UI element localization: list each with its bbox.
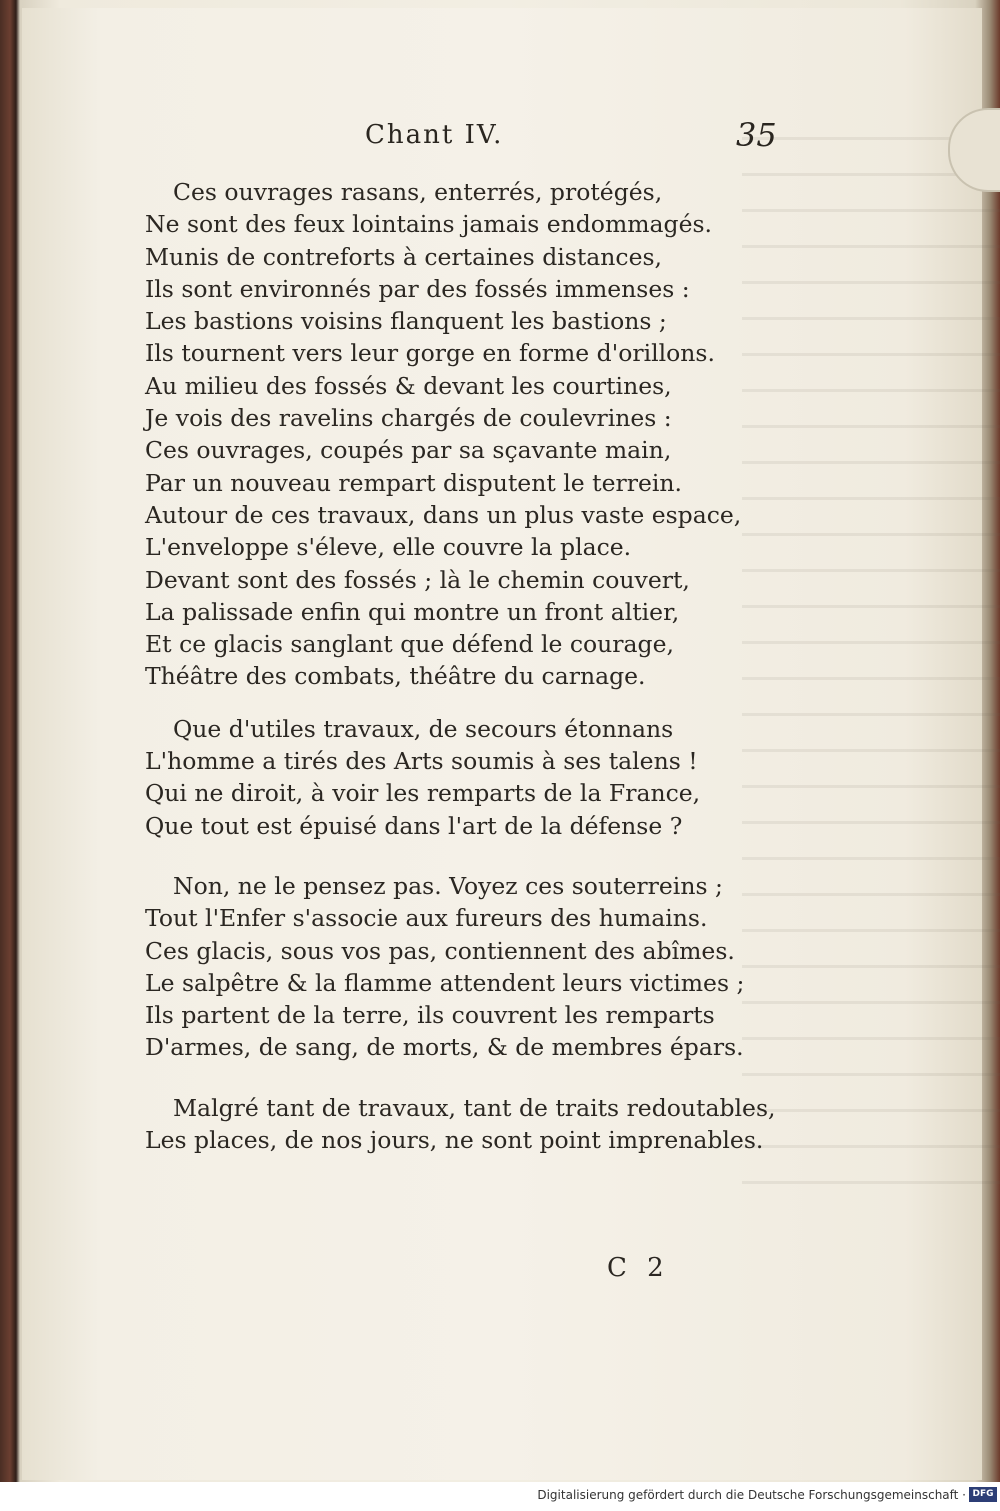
verse-line: Le salpêtre & la flamme attendent leurs victimes ;: [145, 968, 745, 997]
verse-line: Ne sont des feux lointains jamais endommagés.: [145, 210, 713, 239]
verse-line: Ces glacis, sous vos pas, contiennent des abîmes.: [145, 936, 735, 965]
verse-line: Devant sont des fossés ; là le chemin couvert,: [145, 565, 690, 594]
verse-line: La palissade enfin qui montre un front altier,: [145, 597, 680, 626]
running-head-title: Chant IV.: [365, 120, 504, 150]
page-number: 35: [736, 116, 777, 154]
verse-line: Ils tournent vers leur gorge en forme d'orillons.: [145, 339, 715, 368]
stanza-2: [145, 713, 965, 842]
verse-line: Munis de contreforts à certaines distances,: [145, 242, 663, 271]
verse-line: Que tout est épuisé dans l'art de la défense ?: [145, 811, 683, 840]
stanza-4: [145, 1092, 965, 1157]
verse-line: Ces ouvrages rasans, enterrés, protégés,: [173, 178, 663, 206]
dfg-logo-icon: DFG: [969, 1487, 997, 1502]
poem-text: [145, 176, 965, 1156]
stanza-3: [145, 870, 965, 1064]
verse-line: Malgré tant de travaux, tant de traits redoutables,: [173, 1093, 776, 1122]
verse-line: Tout l'Enfer s'associe aux fureurs des humains.: [145, 904, 708, 933]
verse-line: L'enveloppe s'éleve, elle couvre la place.: [145, 533, 632, 562]
verse-line: Théâtre des combats, théâtre du carnage.: [145, 662, 646, 691]
verse-line: Au milieu des fossés & devant les courtines,: [145, 371, 672, 400]
verse-line: Par un nouveau rempart disputent le terrein.: [145, 468, 682, 497]
verse-line: Ces ouvrages, coupés par sa sçavante main,: [145, 436, 672, 465]
verse-line: Autour de ces travaux, dans un plus vaste espace,: [145, 500, 742, 529]
verse-line: Que d'utiles travaux, de secours étonnans: [173, 714, 674, 743]
signature-mark: C 2: [607, 1253, 670, 1283]
verse-line: Je vois des ravelins chargés de coulevrines :: [145, 404, 672, 433]
verse-line: L'homme a tirés des Arts soumis à ses talens !: [145, 747, 698, 776]
verse-line: Qui ne diroit, à voir les remparts de la France,: [145, 779, 701, 808]
verse-line: Et ce glacis sanglant que défend le courage,: [145, 630, 674, 659]
verse-line: D'armes, de sang, de morts, & de membres épars.: [145, 1033, 744, 1062]
book-page: [22, 8, 982, 1480]
running-head: [22, 116, 982, 160]
footer-bar: [0, 1482, 1000, 1511]
verse-line: Non, ne le pensez pas. Voyez ces souterreins ;: [173, 871, 723, 900]
verse-line: Ils sont environnés par des fossés immenses :: [145, 274, 690, 303]
verse-line: Les bastions voisins flanquent les bastions ;: [145, 307, 667, 336]
funding-credit: Digitalisierung gefördert durch die Deutsche Forschungsgemeinschaft ·: [537, 1488, 966, 1502]
verse-line: Les places, de nos jours, ne sont point imprenables.: [145, 1126, 764, 1155]
verse-line: Ils partent de la terre, ils couvrent les remparts: [145, 1001, 715, 1030]
stanza-1: [145, 176, 965, 693]
